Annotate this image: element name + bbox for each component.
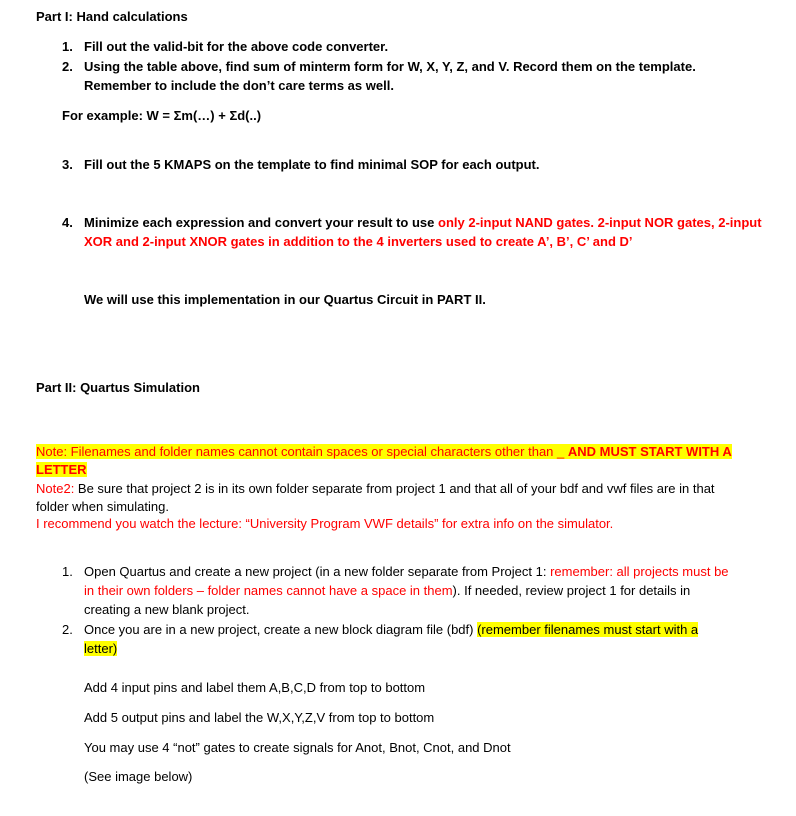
note2-line1 [36,480,715,498]
step2-text: Once you are in a new project, create a new block diagram file (bdf) [84,622,478,637]
step1-red-text: remember: all projects must be [550,564,729,579]
sub-step-see-image: (See image below) [84,769,193,784]
step1-line2 [84,582,690,600]
item-number: 1. [62,39,73,54]
note2-line2: folder when simulating. [36,499,169,514]
part1-item2-line1 [62,58,696,76]
part1-item4-line1 [62,214,762,232]
part1-item4-line2: XOR and 2-input XNOR gates in addition to the 4 inverters used to create A’, B’, C’ and D’ [84,234,633,249]
sub-step-output-pins: Add 5 output pins and label the W,X,Y,Z,V from top to bottom [84,710,435,725]
part1-item2-line2: Remember to include the don’t care terms as well. [84,78,394,93]
item-number: 4. [62,215,73,230]
step1-text: Open Quartus and create a new project (in a new folder separate from Project 1: [84,564,551,579]
note1-line2 [36,461,87,479]
part1-item1 [62,38,388,56]
part1-example: For example: W = Σm(…) + Σd(..) [62,108,262,123]
note2-text: Be sure that project 2 is in its own folder separate from project 1 and that all of your bdf and vwf files are in that [74,481,715,496]
sub-step-input-pins: Add 4 input pins and label them A,B,C,D from top to bottom [84,680,426,695]
step1-line1 [62,563,729,581]
part2-heading: Part II: Quartus Simulation [36,380,200,395]
step2-line2 [84,640,117,658]
part1-heading: Part I: Hand calculations [36,9,188,24]
step2-highlight: (remember filenames must start with a [477,622,699,637]
item-text: Fill out the 5 KMAPS on the template to find minimal SOP for each output. [84,157,540,172]
item-text: Fill out the valid-bit for the above code converter. [84,39,389,54]
note1-red-text: Note: Filenames and folder names cannot contain spaces or special characters other than _ [36,444,568,459]
note1-bold-text: AND MUST START WITH A [567,444,732,459]
note1-highlight [36,444,732,459]
step2-line1 [62,621,698,639]
step2-highlight-2: letter) [84,641,118,656]
item-number: 3. [62,157,73,172]
note1-bold-line2: LETTER [36,462,87,477]
step-number: 2. [62,622,73,637]
sub-step-not-gates: You may use 4 “not” gates to create signals for Anot, Bnot, Cnot, and Dnot [84,740,511,755]
item-text: Using the table above, find sum of minterm form for W, X, Y, Z, and V. Record them on the template. [84,59,696,74]
step1-red-text-2: in their own folders – folder names cannot have a space in them [84,583,453,598]
step1-text-2: ). If needed, review project 1 for details in [452,583,691,598]
item-text: Minimize each expression and convert your result to use [84,215,438,230]
part1-item3 [62,156,540,174]
part1-implementation-note: We will use this implementation in our Quartus Circuit in PART II. [84,292,486,307]
step-number: 1. [62,564,73,579]
note1-line1 [36,443,732,461]
step1-line3: creating a new blank project. [84,602,250,617]
item-number: 2. [62,59,73,74]
item-text-red: only 2-input NAND gates. 2-input NOR gates, 2-input [438,215,762,230]
note2-label: Note2: [36,481,75,496]
recommend-text: I recommend you watch the lecture: “University Program VWF details” for extra info on the simulator. [36,516,614,531]
